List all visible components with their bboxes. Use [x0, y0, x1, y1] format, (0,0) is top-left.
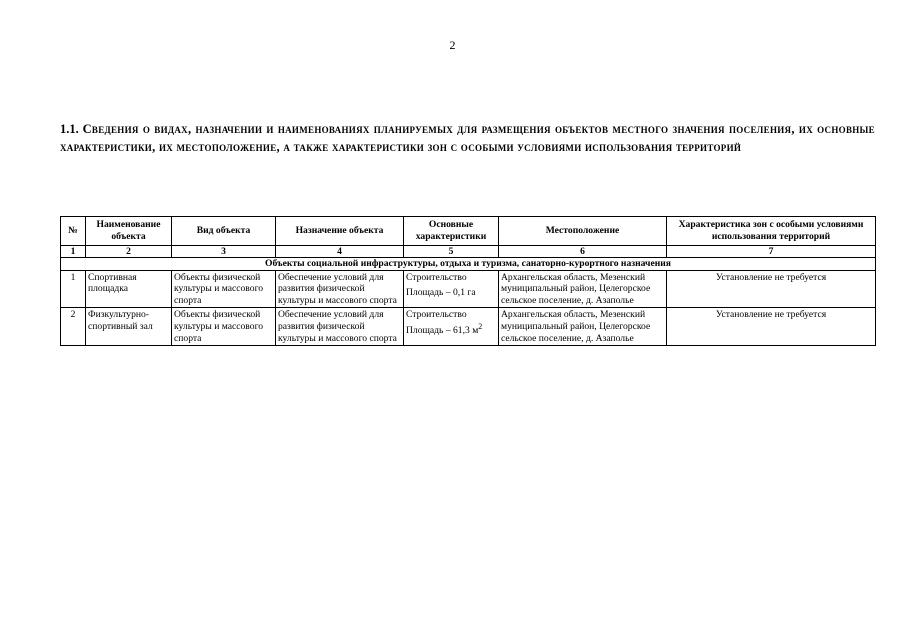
- row-characteristics-line1: Строительство: [406, 309, 467, 321]
- column-number: 5: [404, 246, 499, 258]
- row-kind: Объекты физической культуры и массового спорта: [172, 270, 276, 308]
- row-location: Архангельская область, Мезенский муниципальный район, Целегорское сельское поселение, д. Азаполье: [499, 308, 667, 346]
- column-number: 7: [667, 246, 876, 258]
- column-number: 4: [276, 246, 404, 258]
- row-kind: Объекты физической культуры и массового спорта: [172, 308, 276, 346]
- row-num: 2: [61, 308, 86, 346]
- row-purpose: Обеспечение условий для развития физической культуры и массового спорта: [276, 270, 404, 308]
- column-number: 2: [86, 246, 172, 258]
- row-characteristics: [404, 270, 499, 308]
- header-characteristics: Основные характеристики: [404, 217, 499, 246]
- section-number: 1.1.: [60, 122, 79, 136]
- row-name: Спортивная площадка: [86, 270, 172, 308]
- row-zones: Установление не требуется: [667, 270, 876, 308]
- section-title: Сведения о видах, назначении и наименованиях планируемых для размещения объектов местного значения поселения, их основные характеристики, их местоположение, а также характеристики зон с особыми условиями использования территорий: [60, 122, 875, 154]
- row-zones: Установление не требуется: [667, 308, 876, 346]
- column-number: 6: [499, 246, 667, 258]
- header-num: №: [61, 217, 86, 246]
- header-name: Наименование объекта: [86, 217, 172, 246]
- row-characteristics-line1: Строительство: [406, 271, 467, 283]
- row-purpose: Обеспечение условий для развития физической культуры и массового спорта: [276, 308, 404, 346]
- table-header-row: [61, 217, 876, 246]
- table-row: [61, 308, 876, 346]
- page-number: 2: [449, 38, 456, 52]
- column-number: 1: [61, 246, 86, 258]
- header-purpose: Назначение объекта: [276, 217, 404, 246]
- column-number-row: [61, 246, 876, 258]
- header-kind: Вид объекта: [172, 217, 276, 246]
- row-characteristics-line2: Площадь – 0,1 га: [406, 287, 476, 299]
- column-number: 3: [172, 246, 276, 258]
- header-location: Местоположение: [499, 217, 667, 246]
- objects-table: [60, 216, 876, 346]
- group-title-row: [61, 258, 876, 271]
- section-heading: [60, 120, 875, 156]
- row-location: Архангельская область, Мезенский муниципальный район, Целегорское сельское поселение, д. Азаполье: [499, 270, 667, 308]
- row-characteristics-line2: Площадь – 61,3 м: [406, 325, 479, 337]
- table-row: [61, 270, 876, 308]
- row-characteristics-sup: 2: [478, 321, 483, 331]
- header-zones: Характеристика зон с особыми условиями использования территорий: [667, 217, 876, 246]
- row-num: 1: [61, 270, 86, 308]
- row-characteristics: [404, 308, 499, 346]
- group-title: Объекты социальной инфраструктуры, отдыха и туризма, санаторно-курортного назначения: [61, 258, 876, 271]
- row-name: Физкультурно-спортивный зал: [86, 308, 172, 346]
